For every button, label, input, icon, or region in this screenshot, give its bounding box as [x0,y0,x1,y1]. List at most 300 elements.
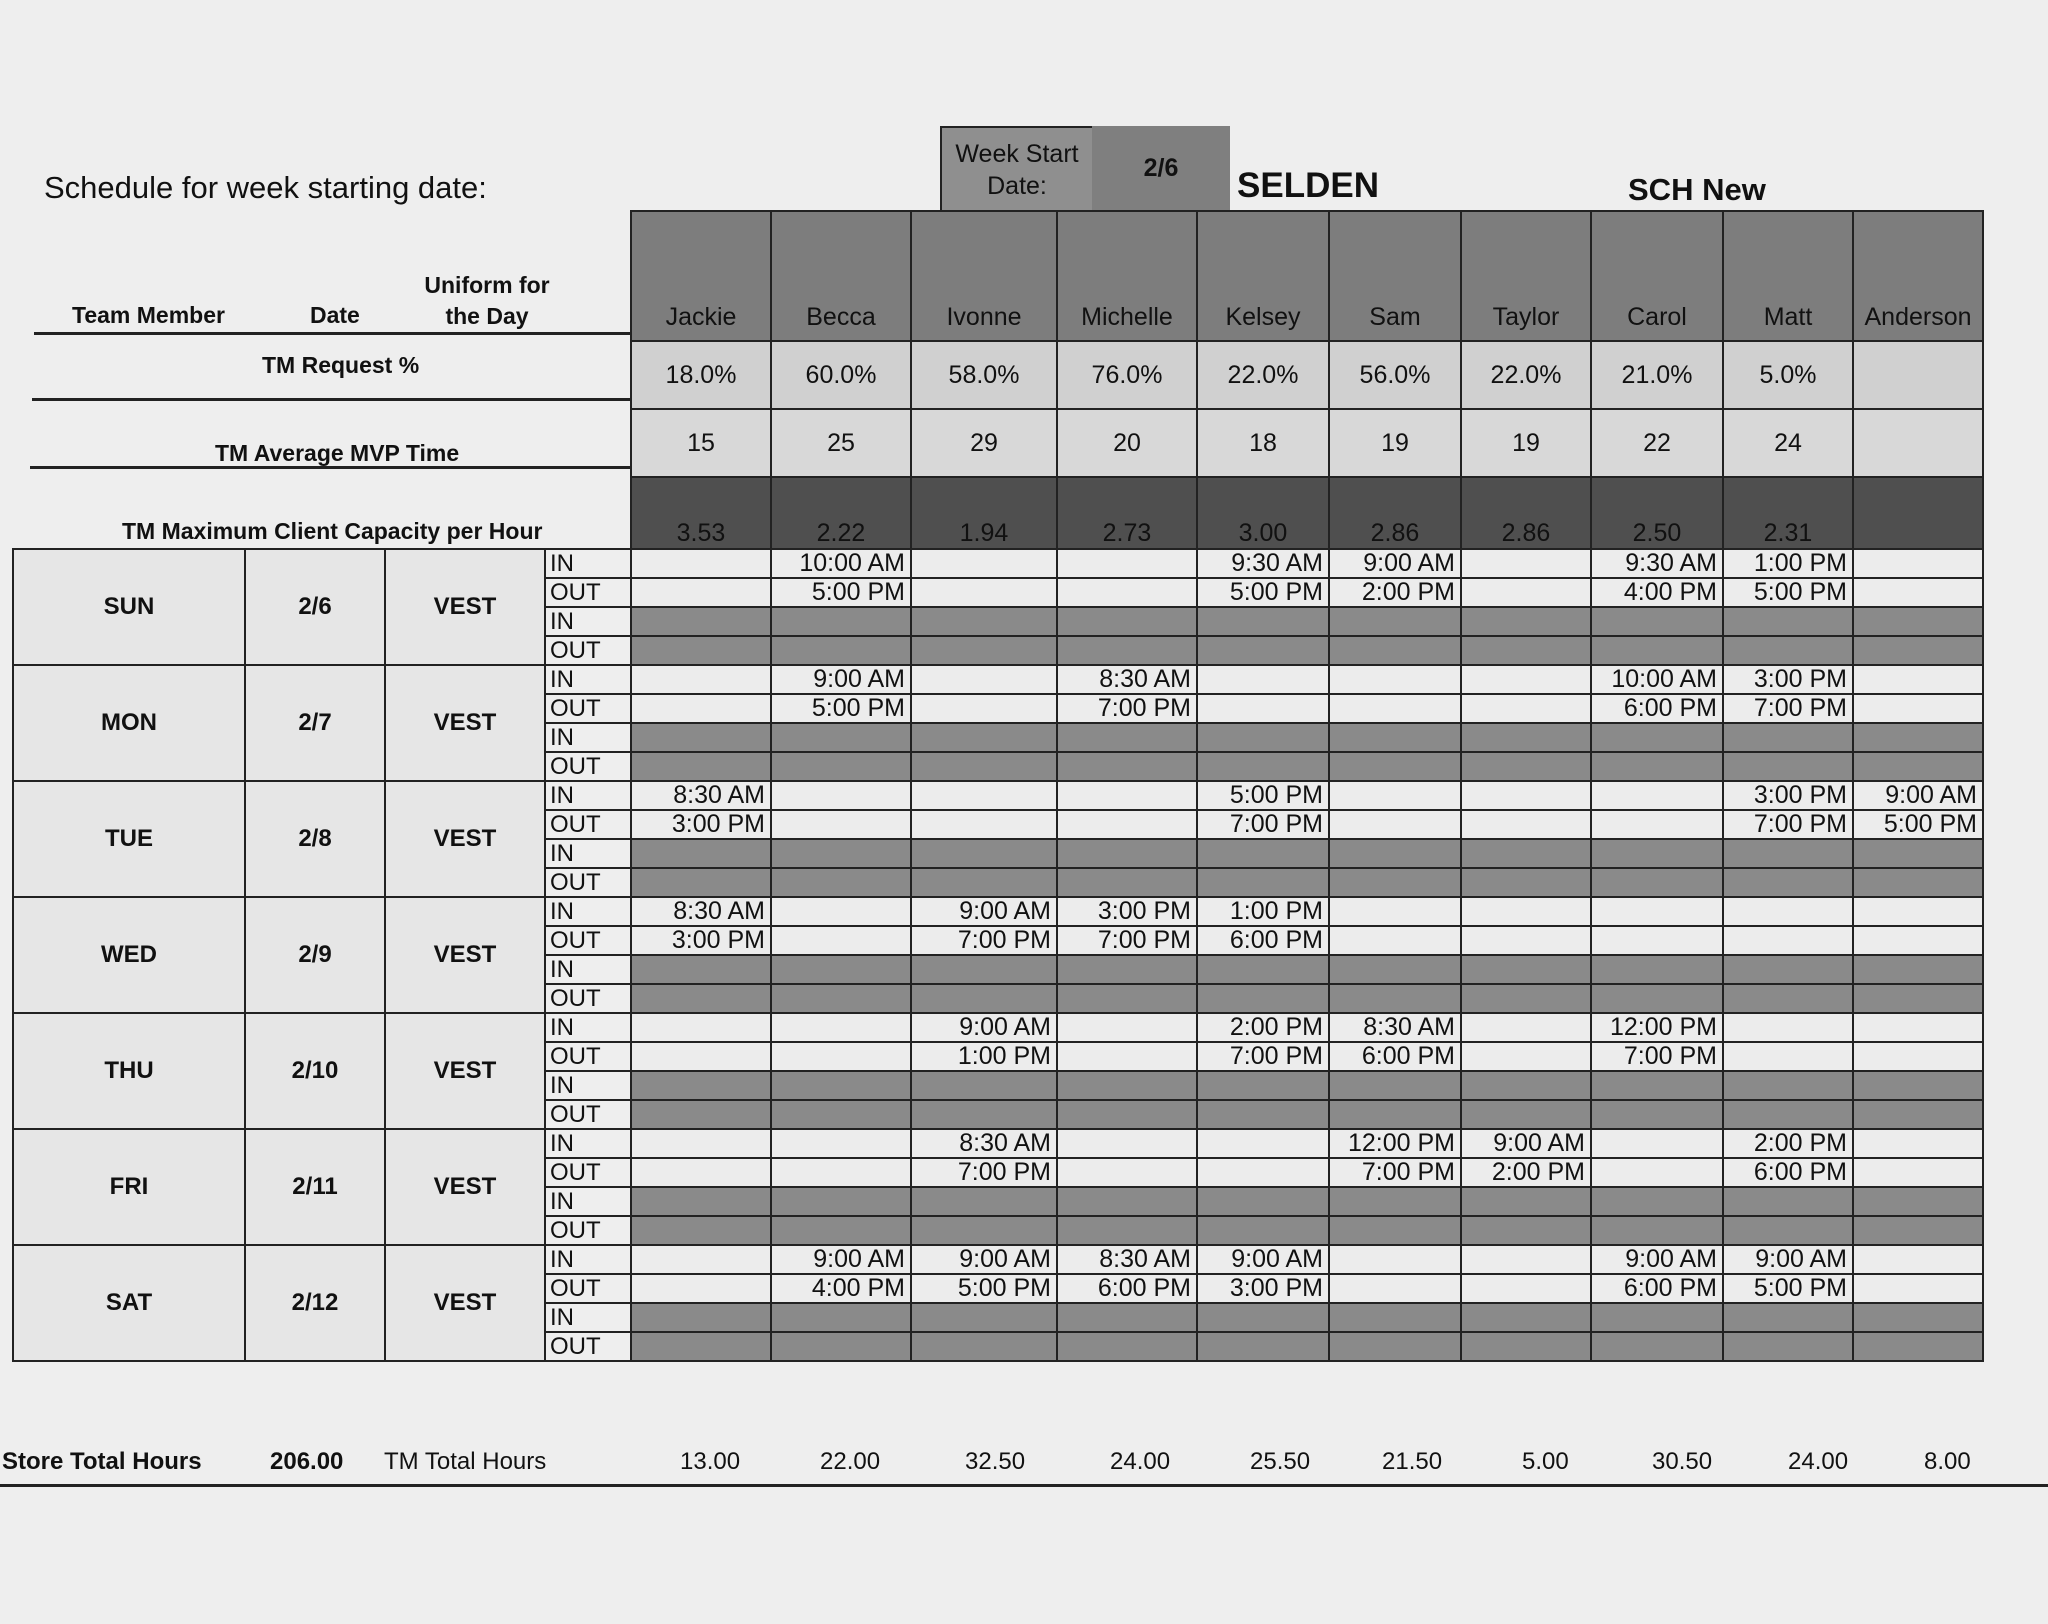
member-mvp-kelsey: 18 [1197,409,1329,477]
day-label: SAT [13,1245,245,1361]
member-name-matt: Matt [1723,211,1853,341]
member-mvp-taylor: 19 [1461,409,1591,477]
second-shift-out-cell [1591,1332,1723,1361]
shift-out-cell [1197,1158,1329,1187]
out-label: OUT [545,1100,631,1129]
second-shift-in-cell [1591,955,1723,984]
second-shift-out-cell [1329,1216,1461,1245]
second-shift-in-cell [911,1303,1057,1332]
shift-in-cell [1723,1013,1853,1042]
capacity-label: TM Maximum Client Capacity per Hour [122,518,543,544]
second-shift-out-cell [631,636,771,665]
day-row [13,781,1983,810]
shift-out-cell [911,578,1057,607]
second-shift-out-cell [1591,1100,1723,1129]
second-shift-in-cell [771,607,911,636]
shift-out-cell [1461,810,1591,839]
in-label: IN [545,1245,631,1274]
shift-out-cell: 4:00 PM [1591,578,1723,607]
shift-out-cell [631,578,771,607]
second-shift-out-cell [1197,1100,1329,1129]
second-shift-out-cell [631,1332,771,1361]
store-total-value: 206.00 [270,1448,344,1475]
tm-total-label: TM Total Hours [384,1448,547,1475]
member-name-carol: Carol [1591,211,1723,341]
shift-in-cell [1461,1013,1591,1042]
team-member-header: Team Member [72,302,225,328]
day-uniform: VEST [385,1129,545,1245]
in-label: IN [545,781,631,810]
shift-in-cell [1853,1129,1983,1158]
second-shift-in-cell [1591,839,1723,868]
shift-in-cell [631,1245,771,1274]
second-shift-in-cell [1723,839,1853,868]
store-name: SELDEN [1237,166,1379,205]
member-request-sam: 56.0% [1329,341,1461,409]
second-shift-in-cell [1853,1187,1983,1216]
second-shift-out-cell [1197,984,1329,1013]
shift-out-cell [1329,1274,1461,1303]
shift-out-cell: 2:00 PM [1329,578,1461,607]
member-request-kelsey: 22.0% [1197,341,1329,409]
second-shift-out-cell [1197,1216,1329,1245]
member-name-sam: Sam [1329,211,1461,341]
second-shift-in-cell [771,839,911,868]
second-shift-out-cell [631,868,771,897]
shift-in-cell: 10:00 AM [1591,665,1723,694]
member-mvp-matt: 24 [1723,409,1853,477]
in-label: IN [545,1187,631,1216]
shift-in-cell: 8:30 AM [631,781,771,810]
shift-out-cell [631,1042,771,1071]
shift-out-cell: 7:00 PM [1057,694,1197,723]
totals-row [0,1448,2048,1488]
shift-in-cell [1057,549,1197,578]
shift-in-cell [1461,1245,1591,1274]
shift-out-cell: 4:00 PM [771,1274,911,1303]
member-capacity-kelsey: 3.00 [1197,477,1329,549]
member-capacity-taylor: 2.86 [1461,477,1591,549]
second-shift-in-cell [1329,1187,1461,1216]
second-shift-out-cell [631,752,771,781]
day-label: WED [13,897,245,1013]
day-date: 2/11 [245,1129,385,1245]
week-start-label: Week Start Date: [940,126,1094,214]
second-shift-out-cell [631,1100,771,1129]
tm-total-sam: 21.50 [1382,1448,1443,1475]
second-shift-out-cell [1853,1332,1983,1361]
second-shift-out-cell [911,752,1057,781]
shift-out-cell [1461,926,1591,955]
member-name-anderson: Anderson [1853,211,1983,341]
second-shift-in-cell [1057,955,1197,984]
second-shift-in-cell [1057,1187,1197,1216]
shift-in-cell: 1:00 PM [1197,897,1329,926]
tm-total-carol: 30.50 [1652,1448,1713,1475]
second-shift-in-cell [771,723,911,752]
second-shift-in-cell [1591,607,1723,636]
second-shift-out-cell [1461,1100,1591,1129]
shift-in-cell [1329,781,1461,810]
shift-in-cell: 9:00 AM [1853,781,1983,810]
second-shift-in-cell [1461,723,1591,752]
shift-in-cell [1057,781,1197,810]
second-shift-out-cell [1197,868,1329,897]
member-capacity-ivonne: 1.94 [911,477,1057,549]
day-date: 2/12 [245,1245,385,1361]
second-shift-out-cell [1591,1216,1723,1245]
shift-in-cell: 3:00 PM [1723,781,1853,810]
shift-out-cell [1723,1042,1853,1071]
shift-in-cell: 8:30 AM [1057,1245,1197,1274]
member-request-ivonne: 58.0% [911,341,1057,409]
day-uniform: VEST [385,1245,545,1361]
second-shift-in-cell [1723,955,1853,984]
shift-in-cell: 9:00 AM [771,665,911,694]
in-label: IN [545,1071,631,1100]
second-shift-in-cell [1057,1071,1197,1100]
second-shift-in-cell [1461,955,1591,984]
second-shift-in-cell [1329,1303,1461,1332]
second-shift-out-cell [1057,752,1197,781]
second-shift-in-cell [1329,607,1461,636]
second-shift-out-cell [1197,1332,1329,1361]
shift-out-cell [631,1158,771,1187]
shift-in-cell: 8:30 AM [1057,665,1197,694]
shift-out-cell: 6:00 PM [1057,1274,1197,1303]
second-shift-out-cell [1057,1100,1197,1129]
second-shift-out-cell [771,1100,911,1129]
shift-out-cell: 7:00 PM [1197,810,1329,839]
shift-out-cell [1853,694,1983,723]
second-shift-in-cell [1723,1187,1853,1216]
second-shift-in-cell [911,955,1057,984]
member-request-taylor: 22.0% [1461,341,1591,409]
shift-in-cell [771,1013,911,1042]
shift-out-cell [911,694,1057,723]
shift-out-cell [1197,694,1329,723]
second-shift-out-cell [911,636,1057,665]
second-shift-in-cell [1461,1187,1591,1216]
day-row [13,665,1983,694]
shift-out-cell: 7:00 PM [1197,1042,1329,1071]
shift-out-cell [1461,1274,1591,1303]
shift-in-cell [771,781,911,810]
shift-in-cell [1591,781,1723,810]
second-shift-in-cell [1329,955,1461,984]
second-shift-out-cell [771,868,911,897]
second-shift-in-cell [1057,839,1197,868]
shift-out-cell [1853,926,1983,955]
second-shift-out-cell [1723,1100,1853,1129]
second-shift-out-cell [911,1216,1057,1245]
day-uniform: VEST [385,665,545,781]
shift-out-cell: 7:00 PM [1723,810,1853,839]
second-shift-out-cell [771,752,911,781]
day-row [13,1245,1983,1274]
shift-in-cell: 9:00 AM [911,1013,1057,1042]
out-label: OUT [545,1216,631,1245]
second-shift-out-cell [911,868,1057,897]
shift-out-cell: 5:00 PM [771,694,911,723]
second-shift-out-cell [1329,752,1461,781]
shift-out-cell [771,810,911,839]
shift-out-cell: 7:00 PM [1723,694,1853,723]
second-shift-in-cell [771,1187,911,1216]
shift-out-cell [1853,1274,1983,1303]
second-shift-in-cell [1461,839,1591,868]
tm-total-taylor: 5.00 [1522,1448,1569,1475]
day-row [13,549,1983,578]
shift-out-cell: 5:00 PM [771,578,911,607]
shift-out-cell [1591,1158,1723,1187]
tm-total-jackie: 13.00 [680,1448,741,1475]
shift-out-cell: 5:00 PM [911,1274,1057,1303]
shift-out-cell: 2:00 PM [1461,1158,1591,1187]
member-name-kelsey: Kelsey [1197,211,1329,341]
shift-in-cell [911,549,1057,578]
shift-in-cell [631,1129,771,1158]
shift-in-cell [1057,1129,1197,1158]
member-capacity-matt: 2.31 [1723,477,1853,549]
second-shift-out-cell [1197,636,1329,665]
shift-out-cell: 7:00 PM [911,1158,1057,1187]
second-shift-out-cell [1461,752,1591,781]
week-start-value: 2/6 [1092,126,1230,210]
shift-in-cell [1461,665,1591,694]
second-shift-out-cell [1853,1216,1983,1245]
shift-in-cell: 8:30 AM [631,897,771,926]
shift-in-cell: 9:00 AM [1461,1129,1591,1158]
second-shift-in-cell [1723,1303,1853,1332]
second-shift-in-cell [1329,723,1461,752]
member-request-carol: 21.0% [1591,341,1723,409]
shift-in-cell [1057,1013,1197,1042]
day-date: 2/8 [245,781,385,897]
member-mvp-becca: 25 [771,409,911,477]
out-label: OUT [545,752,631,781]
out-label: OUT [545,636,631,665]
member-mvp-michelle: 20 [1057,409,1197,477]
second-shift-in-cell [1853,955,1983,984]
shift-out-cell [1591,810,1723,839]
store-total-label: Store Total Hours [2,1448,202,1475]
out-label: OUT [545,1274,631,1303]
member-mvp-carol: 22 [1591,409,1723,477]
shift-in-cell [1329,665,1461,694]
day-uniform: VEST [385,1013,545,1129]
shift-in-cell [1853,665,1983,694]
member-capacity-carol: 2.50 [1591,477,1723,549]
day-uniform: VEST [385,549,545,665]
shift-out-cell: 7:00 PM [911,926,1057,955]
shift-in-cell: 9:00 AM [1591,1245,1723,1274]
second-shift-out-cell [911,984,1057,1013]
shift-in-cell [631,1013,771,1042]
member-request-jackie: 18.0% [631,341,771,409]
second-shift-in-cell [1723,1071,1853,1100]
day-date: 2/6 [245,549,385,665]
second-shift-in-cell [631,839,771,868]
shift-out-cell [1461,694,1591,723]
shift-out-cell [1329,810,1461,839]
shift-out-cell: 7:00 PM [1057,926,1197,955]
shift-out-cell: 1:00 PM [911,1042,1057,1071]
shift-in-cell: 1:00 PM [1723,549,1853,578]
second-shift-out-cell [771,984,911,1013]
shift-in-cell: 10:00 AM [771,549,911,578]
shift-out-cell: 7:00 PM [1591,1042,1723,1071]
shift-out-cell: 6:00 PM [1723,1158,1853,1187]
member-mvp-ivonne: 29 [911,409,1057,477]
second-shift-in-cell [1461,607,1591,636]
second-shift-out-cell [1329,636,1461,665]
shift-in-cell: 3:00 PM [1723,665,1853,694]
shift-out-cell [1853,1158,1983,1187]
second-shift-in-cell [1197,955,1329,984]
second-shift-out-cell [911,1332,1057,1361]
second-shift-out-cell [1853,636,1983,665]
shift-out-cell [771,1158,911,1187]
shift-out-cell: 6:00 PM [1197,926,1329,955]
in-label: IN [545,1303,631,1332]
shift-out-cell [1591,926,1723,955]
shift-out-cell [1057,578,1197,607]
second-shift-in-cell [631,607,771,636]
shift-in-cell [1329,897,1461,926]
shift-in-cell: 9:30 AM [1197,549,1329,578]
second-shift-out-cell [771,1216,911,1245]
shift-in-cell [1461,781,1591,810]
in-label: IN [545,839,631,868]
shift-in-cell [1591,897,1723,926]
shift-in-cell: 9:00 AM [1197,1245,1329,1274]
second-shift-in-cell [1723,607,1853,636]
tm-total-michelle: 24.00 [1110,1448,1171,1475]
shift-out-cell: 6:00 PM [1329,1042,1461,1071]
shift-in-cell [1197,1129,1329,1158]
second-shift-out-cell [1591,868,1723,897]
shift-in-cell: 9:30 AM [1591,549,1723,578]
second-shift-in-cell [631,723,771,752]
second-shift-in-cell [1197,1187,1329,1216]
second-shift-in-cell [1329,1071,1461,1100]
member-request-anderson [1853,341,1983,409]
shift-out-cell [1329,926,1461,955]
shift-in-cell [631,549,771,578]
second-shift-out-cell [1057,984,1197,1013]
shift-out-cell [771,1042,911,1071]
day-label: FRI [13,1129,245,1245]
second-shift-out-cell [1723,752,1853,781]
shift-out-cell: 5:00 PM [1197,578,1329,607]
shift-out-cell: 3:00 PM [1197,1274,1329,1303]
shift-out-cell: 5:00 PM [1723,578,1853,607]
second-shift-in-cell [911,1187,1057,1216]
shift-in-cell [1197,665,1329,694]
second-shift-in-cell [1197,723,1329,752]
shift-in-cell: 8:30 AM [1329,1013,1461,1042]
second-shift-out-cell [1723,984,1853,1013]
second-shift-out-cell [1329,1100,1461,1129]
second-shift-in-cell [1329,839,1461,868]
in-label: IN [545,607,631,636]
day-row [13,1013,1983,1042]
shift-out-cell [1057,1042,1197,1071]
shift-out-cell [1723,926,1853,955]
second-shift-out-cell [771,636,911,665]
mvp-label: TM Average MVP Time [215,440,460,466]
shift-in-cell: 8:30 AM [911,1129,1057,1158]
second-shift-in-cell [911,723,1057,752]
day-row [13,897,1983,926]
shift-out-cell: 6:00 PM [1591,694,1723,723]
in-label: IN [545,665,631,694]
out-label: OUT [545,984,631,1013]
member-capacity-michelle: 2.73 [1057,477,1197,549]
shift-in-cell: 9:00 AM [1723,1245,1853,1274]
second-shift-out-cell [631,984,771,1013]
shift-in-cell: 12:00 PM [1329,1129,1461,1158]
shift-in-cell [1853,897,1983,926]
in-label: IN [545,723,631,752]
member-name-taylor: Taylor [1461,211,1591,341]
second-shift-in-cell [911,839,1057,868]
shift-out-cell: 3:00 PM [631,926,771,955]
day-date: 2/7 [245,665,385,781]
second-shift-out-cell [1591,984,1723,1013]
day-date: 2/9 [245,897,385,1013]
second-shift-out-cell [1057,868,1197,897]
member-request-becca: 60.0% [771,341,911,409]
member-capacity-jackie: 3.53 [631,477,771,549]
member-mvp-sam: 19 [1329,409,1461,477]
shift-in-cell [631,665,771,694]
shift-in-cell: 9:00 AM [911,1245,1057,1274]
second-shift-out-cell [1853,752,1983,781]
in-label: IN [545,1129,631,1158]
second-shift-in-cell [1057,723,1197,752]
out-label: OUT [545,1332,631,1361]
in-label: IN [545,1013,631,1042]
second-shift-in-cell [1853,607,1983,636]
shift-out-cell [1853,1042,1983,1071]
day-label: MON [13,665,245,781]
shift-in-cell [771,1129,911,1158]
shift-in-cell: 2:00 PM [1723,1129,1853,1158]
second-shift-in-cell [1723,723,1853,752]
second-shift-in-cell [1853,839,1983,868]
day-date: 2/10 [245,1013,385,1129]
in-label: IN [545,897,631,926]
second-shift-out-cell [1591,752,1723,781]
second-shift-out-cell [1461,1216,1591,1245]
member-name-becca: Becca [771,211,911,341]
member-capacity-becca: 2.22 [771,477,911,549]
shift-in-cell [911,781,1057,810]
member-capacity-sam: 2.86 [1329,477,1461,549]
second-shift-out-cell [1461,1332,1591,1361]
second-shift-out-cell [1329,984,1461,1013]
second-shift-out-cell [1057,636,1197,665]
shift-in-cell [1329,1245,1461,1274]
shift-in-cell: 9:00 AM [1329,549,1461,578]
shift-out-cell: 7:00 PM [1329,1158,1461,1187]
member-name-michelle: Michelle [1057,211,1197,341]
second-shift-in-cell [1197,839,1329,868]
shift-in-cell [1723,897,1853,926]
member-mvp-anderson [1853,409,1983,477]
